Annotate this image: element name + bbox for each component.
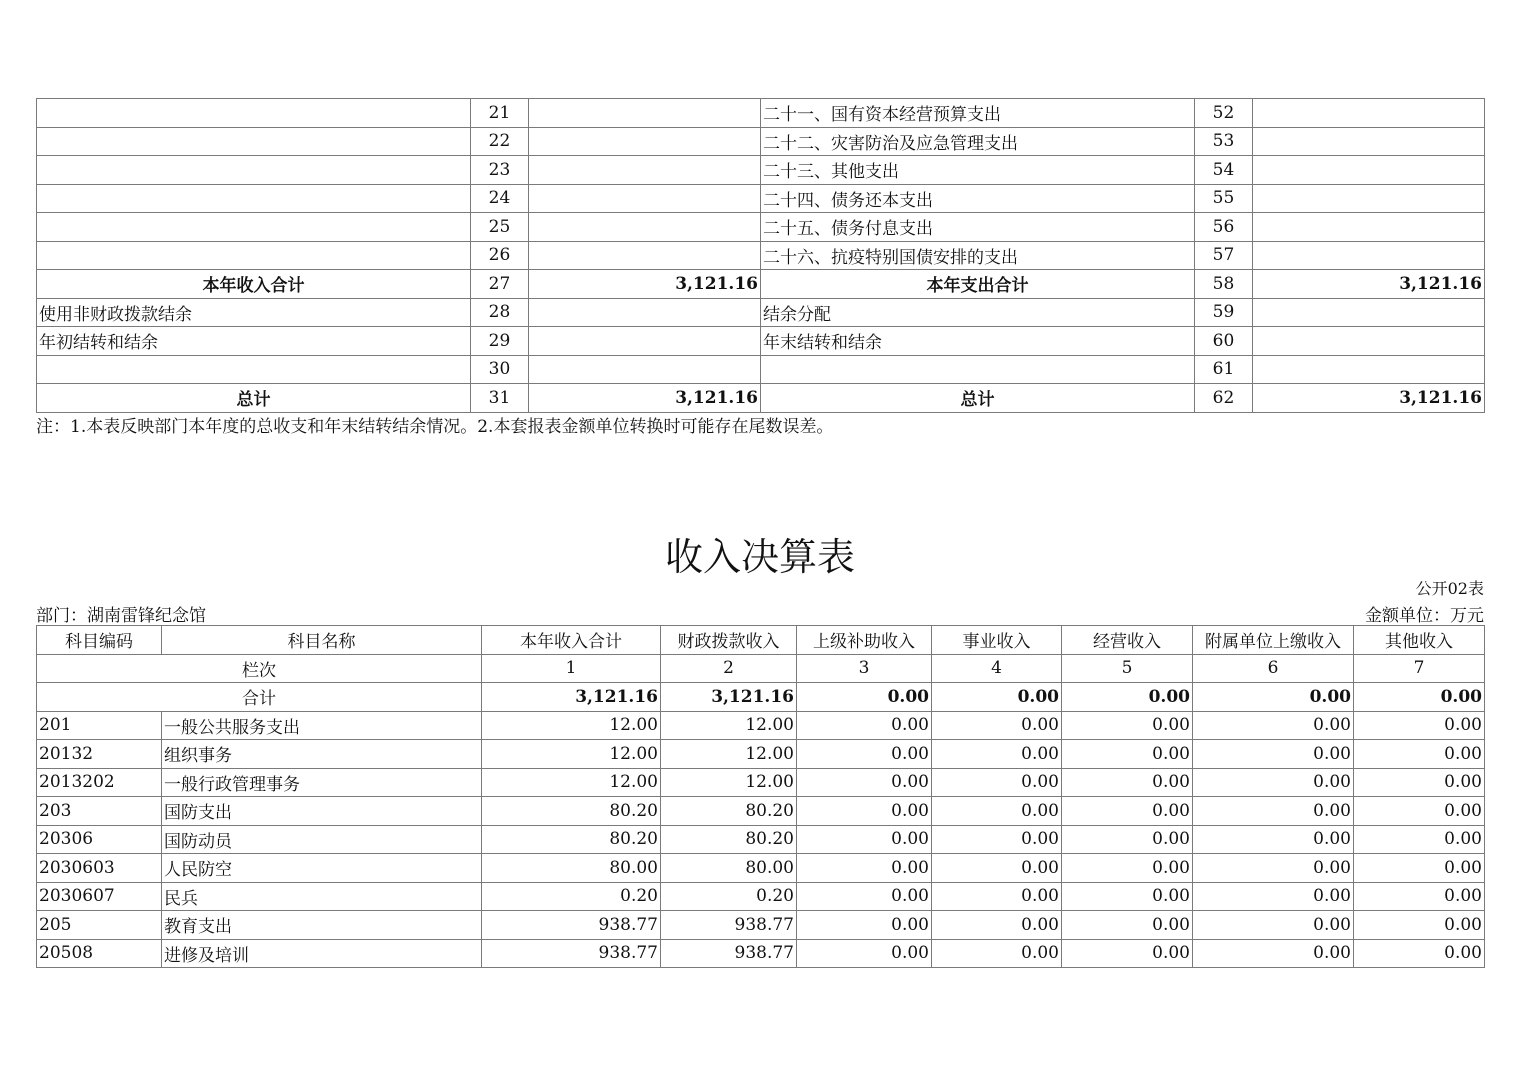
column-index: 7 — [1354, 654, 1485, 683]
amount-cell: 12.00 — [482, 711, 661, 740]
table-row — [37, 768, 1485, 797]
subject-code: 203 — [37, 797, 162, 826]
income-item-label — [37, 355, 471, 384]
column-index: 1 — [482, 654, 661, 683]
subject-name: 国防动员 — [162, 825, 482, 854]
expense-amount — [1253, 213, 1485, 242]
expense-item-label: 本年支出合计 — [761, 270, 1195, 299]
header-cell: 科目名称 — [162, 626, 482, 655]
income-amount — [529, 184, 761, 213]
amount-cell: 938.77 — [661, 939, 797, 968]
total-value: 0.00 — [932, 683, 1062, 712]
amount-cell: 0.00 — [1354, 854, 1485, 883]
income-item-label — [37, 213, 471, 242]
income-line-number: 22 — [471, 127, 529, 156]
table-row — [37, 797, 1485, 826]
amount-cell: 12.00 — [482, 768, 661, 797]
table-row — [37, 355, 1485, 384]
amount-cell: 0.00 — [1354, 740, 1485, 769]
header-cell: 其他收入 — [1354, 626, 1485, 655]
expense-item-label: 总计 — [761, 384, 1195, 413]
table-row — [37, 911, 1485, 940]
income-line-number: 24 — [471, 184, 529, 213]
amount-cell: 0.00 — [1193, 797, 1354, 826]
expense-amount — [1253, 156, 1485, 185]
amount-cell: 0.00 — [932, 939, 1062, 968]
income-line-number: 28 — [471, 298, 529, 327]
amount-cell: 0.00 — [1193, 882, 1354, 911]
table-row — [37, 213, 1485, 242]
summary-table-continued — [36, 98, 1485, 413]
total-value: 3,121.16 — [661, 683, 797, 712]
income-line-number: 26 — [471, 241, 529, 270]
amount-cell: 0.00 — [932, 797, 1062, 826]
amount-cell: 0.00 — [932, 911, 1062, 940]
table-row — [37, 298, 1485, 327]
expense-item-label: 二十四、债务还本支出 — [761, 184, 1195, 213]
expense-item-label: 二十五、债务付息支出 — [761, 213, 1195, 242]
expense-item-label: 年末结转和结余 — [761, 327, 1195, 356]
amount-cell: 0.00 — [797, 854, 932, 883]
income-amount: 3,121.16 — [529, 270, 761, 299]
header-cell: 上级补助收入 — [797, 626, 932, 655]
expense-item-label: 结余分配 — [761, 298, 1195, 327]
table-row — [37, 711, 1485, 740]
income-amount — [529, 99, 761, 128]
amount-cell: 0.00 — [1062, 911, 1193, 940]
column-index-label: 栏次 — [37, 654, 482, 683]
amount-cell: 0.20 — [661, 882, 797, 911]
expense-line-number: 56 — [1195, 213, 1253, 242]
income-amount — [529, 213, 761, 242]
amount-cell: 0.00 — [797, 882, 932, 911]
amount-cell: 0.00 — [932, 882, 1062, 911]
table-row — [37, 882, 1485, 911]
subject-code: 205 — [37, 911, 162, 940]
expense-amount — [1253, 327, 1485, 356]
amount-cell: 12.00 — [661, 768, 797, 797]
amount-cell: 0.00 — [1193, 711, 1354, 740]
income-amount — [529, 156, 761, 185]
amount-cell: 0.00 — [1062, 711, 1193, 740]
expense-line-number: 55 — [1195, 184, 1253, 213]
column-index: 3 — [797, 654, 932, 683]
expense-item-label: 二十三、其他支出 — [761, 156, 1195, 185]
subject-name: 教育支出 — [162, 911, 482, 940]
total-label: 合计 — [37, 683, 482, 712]
income-item-label — [37, 241, 471, 270]
table-row — [37, 156, 1485, 185]
income-amount: 3,121.16 — [529, 384, 761, 413]
column-index: 4 — [932, 654, 1062, 683]
header-cell: 附属单位上缴收入 — [1193, 626, 1354, 655]
amount-cell: 12.00 — [661, 711, 797, 740]
amount-cell: 0.00 — [797, 740, 932, 769]
subject-code: 201 — [37, 711, 162, 740]
income-amount — [529, 127, 761, 156]
expense-line-number: 62 — [1195, 384, 1253, 413]
amount-cell: 0.00 — [1193, 825, 1354, 854]
expense-amount — [1253, 241, 1485, 270]
table-row — [37, 127, 1485, 156]
amount-cell: 0.00 — [932, 740, 1062, 769]
amount-cell: 12.00 — [482, 740, 661, 769]
amount-cell: 0.00 — [1354, 797, 1485, 826]
amount-cell: 0.00 — [797, 825, 932, 854]
amount-cell: 0.00 — [932, 711, 1062, 740]
header-row — [37, 626, 1485, 655]
amount-cell: 12.00 — [661, 740, 797, 769]
income-amount — [529, 327, 761, 356]
income-item-label: 年初结转和结余 — [37, 327, 471, 356]
column-index: 5 — [1062, 654, 1193, 683]
amount-cell: 938.77 — [482, 911, 661, 940]
subject-code: 2030603 — [37, 854, 162, 883]
amount-cell: 0.00 — [797, 768, 932, 797]
amount-cell: 80.00 — [661, 854, 797, 883]
amount-cell: 0.00 — [797, 711, 932, 740]
table-row — [37, 384, 1485, 413]
amount-cell: 80.20 — [482, 797, 661, 826]
total-row — [37, 683, 1485, 712]
expense-item-label: 二十一、国有资本经营预算支出 — [761, 99, 1195, 128]
subject-code: 20132 — [37, 740, 162, 769]
income-line-number: 21 — [471, 99, 529, 128]
amount-cell: 0.00 — [1354, 882, 1485, 911]
expense-amount: 3,121.16 — [1253, 384, 1485, 413]
income-line-number: 23 — [471, 156, 529, 185]
amount-unit-label: 金额单位：万元 — [1365, 606, 1484, 626]
amount-cell: 0.00 — [1193, 911, 1354, 940]
amount-cell: 80.20 — [482, 825, 661, 854]
amount-cell: 0.20 — [482, 882, 661, 911]
column-index: 2 — [661, 654, 797, 683]
total-value: 3,121.16 — [482, 683, 661, 712]
expense-item-label: 二十二、灾害防治及应急管理支出 — [761, 127, 1195, 156]
table-row — [37, 270, 1485, 299]
expense-line-number: 53 — [1195, 127, 1253, 156]
income-line-number: 31 — [471, 384, 529, 413]
expense-line-number: 57 — [1195, 241, 1253, 270]
expense-amount — [1253, 127, 1485, 156]
amount-cell: 938.77 — [482, 939, 661, 968]
amount-cell: 0.00 — [1062, 882, 1193, 911]
subject-name: 一般公共服务支出 — [162, 711, 482, 740]
subject-name: 人民防空 — [162, 854, 482, 883]
subject-name: 民兵 — [162, 882, 482, 911]
income-line-number: 29 — [471, 327, 529, 356]
amount-cell: 938.77 — [661, 911, 797, 940]
subject-name: 国防支出 — [162, 797, 482, 826]
table-note: 注：1.本表反映部门本年度的总收支和年末结转结余情况。2.本套报表金额单位转换时可能存在尾数误差。 — [36, 417, 834, 437]
income-item-label — [37, 99, 471, 128]
header-cell: 经营收入 — [1062, 626, 1193, 655]
amount-cell: 0.00 — [1193, 854, 1354, 883]
total-value: 0.00 — [1354, 683, 1485, 712]
amount-cell: 0.00 — [1354, 768, 1485, 797]
table-row — [37, 327, 1485, 356]
income-item-label — [37, 184, 471, 213]
expense-amount — [1253, 184, 1485, 213]
table-row — [37, 241, 1485, 270]
subject-name: 组织事务 — [162, 740, 482, 769]
total-value: 0.00 — [1193, 683, 1354, 712]
page-title: 收入决算表 — [664, 535, 855, 579]
expense-line-number: 60 — [1195, 327, 1253, 356]
expense-item-label: 二十六、抗疫特别国债安排的支出 — [761, 241, 1195, 270]
income-amount — [529, 241, 761, 270]
total-value: 0.00 — [797, 683, 932, 712]
expense-line-number: 52 — [1195, 99, 1253, 128]
income-line-number: 27 — [471, 270, 529, 299]
amount-cell: 80.20 — [661, 825, 797, 854]
table-row — [37, 854, 1485, 883]
amount-cell: 0.00 — [1062, 740, 1193, 769]
income-item-label: 使用非财政拨款结余 — [37, 298, 471, 327]
department-label: 部门：湖南雷锋纪念馆 — [36, 606, 206, 626]
table-row — [37, 939, 1485, 968]
income-line-number: 30 — [471, 355, 529, 384]
income-table — [36, 625, 1485, 968]
expense-line-number: 61 — [1195, 355, 1253, 384]
table-row — [37, 825, 1485, 854]
table-row — [37, 99, 1485, 128]
amount-cell: 0.00 — [1062, 825, 1193, 854]
income-item-label: 本年收入合计 — [37, 270, 471, 299]
header-cell: 事业收入 — [932, 626, 1062, 655]
amount-cell: 0.00 — [932, 768, 1062, 797]
income-item-label — [37, 156, 471, 185]
expense-line-number: 58 — [1195, 270, 1253, 299]
amount-cell: 0.00 — [932, 854, 1062, 883]
amount-cell: 0.00 — [1354, 939, 1485, 968]
amount-cell: 0.00 — [1193, 939, 1354, 968]
total-value: 0.00 — [1062, 683, 1193, 712]
subject-name: 进修及培训 — [162, 939, 482, 968]
amount-cell: 0.00 — [797, 797, 932, 826]
amount-cell: 0.00 — [1354, 711, 1485, 740]
income-item-label: 总计 — [37, 384, 471, 413]
subject-code: 2013202 — [37, 768, 162, 797]
header-cell: 财政拨款收入 — [661, 626, 797, 655]
table-row — [37, 184, 1485, 213]
amount-cell: 0.00 — [1354, 825, 1485, 854]
amount-cell: 0.00 — [797, 939, 932, 968]
amount-cell: 0.00 — [1062, 768, 1193, 797]
table-code: 公开02表 — [1415, 579, 1484, 598]
column-index: 6 — [1193, 654, 1354, 683]
amount-cell: 0.00 — [1193, 768, 1354, 797]
expense-amount — [1253, 355, 1485, 384]
subject-code: 20306 — [37, 825, 162, 854]
amount-cell: 0.00 — [1354, 911, 1485, 940]
income-amount — [529, 355, 761, 384]
table-row — [37, 740, 1485, 769]
expense-amount — [1253, 99, 1485, 128]
amount-cell: 0.00 — [1062, 939, 1193, 968]
subject-code: 2030607 — [37, 882, 162, 911]
amount-cell: 0.00 — [932, 825, 1062, 854]
amount-cell: 0.00 — [1062, 854, 1193, 883]
amount-cell: 0.00 — [797, 911, 932, 940]
amount-cell: 80.20 — [661, 797, 797, 826]
expense-line-number: 59 — [1195, 298, 1253, 327]
expense-amount — [1253, 298, 1485, 327]
expense-line-number: 54 — [1195, 156, 1253, 185]
column-index-row — [37, 654, 1485, 683]
amount-cell: 0.00 — [1062, 797, 1193, 826]
header-cell: 科目编码 — [37, 626, 162, 655]
subject-name: 一般行政管理事务 — [162, 768, 482, 797]
amount-cell: 80.00 — [482, 854, 661, 883]
income-item-label — [37, 127, 471, 156]
income-line-number: 25 — [471, 213, 529, 242]
income-amount — [529, 298, 761, 327]
expense-amount: 3,121.16 — [1253, 270, 1485, 299]
expense-item-label — [761, 355, 1195, 384]
subject-code: 20508 — [37, 939, 162, 968]
header-cell: 本年收入合计 — [482, 626, 661, 655]
amount-cell: 0.00 — [1193, 740, 1354, 769]
